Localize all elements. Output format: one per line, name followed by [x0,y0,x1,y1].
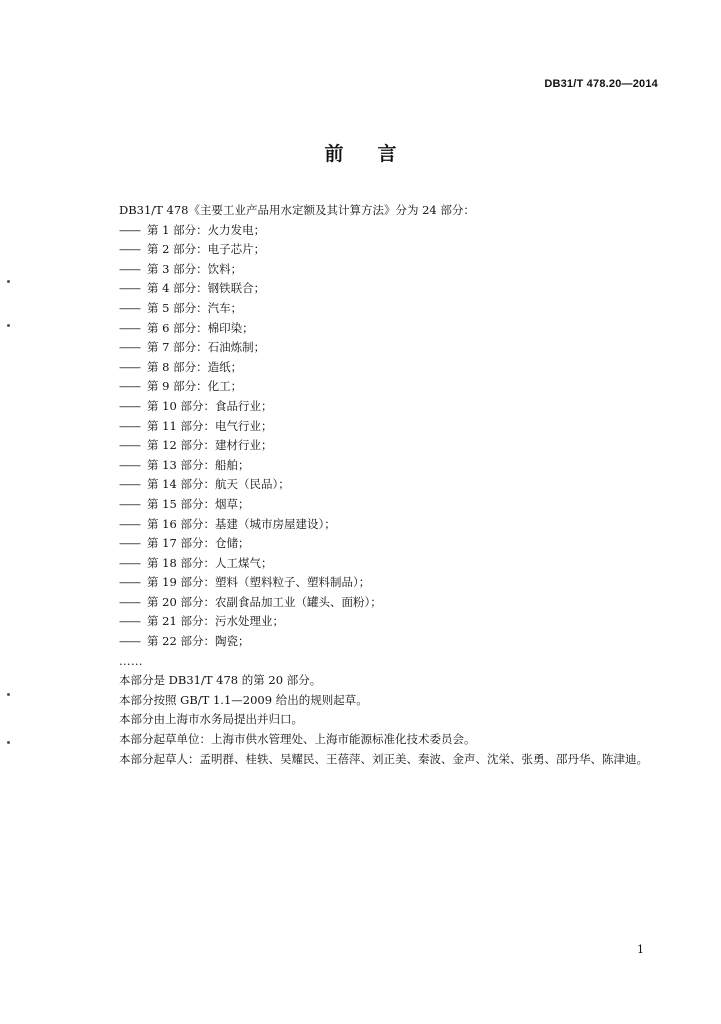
list-dash: —— [119,477,140,492]
list-item-text: 第 19 部分：塑料（塑料粒子、塑料制品）； [147,575,371,590]
list-dash: —— [119,300,140,315]
standard-code: DB31/T 478.20—2014 [544,78,658,90]
list-item [119,515,679,535]
scan-speck [7,280,10,283]
list-item-text: 第 3 部分：饮料； [147,261,243,276]
list-dash: —— [119,496,140,511]
list-item [119,495,679,515]
ellipsis: …… [119,653,143,668]
list-dash: —— [119,516,140,531]
list-item-text: 第 20 部分：农副食品加工业（罐头、面粉）； [147,594,382,609]
list-item-text: 第 4 部分：钢铁联合； [147,281,266,296]
list-dash: —— [119,222,140,237]
list-item-text: 第 5 部分：汽车； [147,300,243,315]
list-item [119,632,679,652]
list-item [119,240,679,260]
list-item-text: 第 13 部分：船舶； [147,457,250,472]
list-dash: —— [119,359,140,374]
list-dash: —— [119,536,140,551]
list-item-text: 第 9 部分：化工； [147,379,243,394]
scan-speck [7,693,10,696]
parts-list [119,221,679,652]
list-item-text: 第 10 部分：食品行业； [147,398,273,413]
list-item [119,475,679,495]
list-dash: —— [119,281,140,296]
list-item-text: 第 2 部分：电子芯片； [147,242,266,257]
scan-speck [7,324,10,327]
list-item-text: 第 21 部分：污水处理业； [147,614,284,629]
list-item [119,534,679,554]
list-item [119,377,679,397]
intro-line: DB31/T 478《主要工业产品用水定额及其计算方法》分为 24 部分： [119,203,475,217]
list-item-text: 第 14 部分：航天（民品）； [147,477,290,492]
list-item-text: 第 18 部分：人工煤气； [147,555,273,570]
list-dash: —— [119,614,140,629]
list-item-text: 第 8 部分：造纸； [147,359,243,374]
list-dash: —— [119,242,140,257]
list-dash: —— [119,575,140,590]
list-dash: —— [119,379,140,394]
list-dash: —— [119,634,140,649]
paragraph-drafters: 本部分起草人：孟明群、桂轶、吴耀民、王蓓萍、刘正美、秦波、金声、沈栄、张勇、邵丹华、陈津迪。 [119,751,648,766]
list-item [119,436,679,456]
list-item-text: 第 12 部分：建材行业； [147,438,273,453]
list-dash: —— [119,418,140,433]
list-item-text: 第 6 部分：棉印染； [147,320,254,335]
list-item [119,593,679,613]
list-dash: —— [119,457,140,472]
paragraph-drafting-rules: 本部分按照 GB/T 1.1—2009 给出的规则起草。 [119,692,368,707]
list-item-text: 第 17 部分：仓储； [147,536,250,551]
list-item [119,554,679,574]
list-item [119,299,679,319]
foreword-body [119,201,679,769]
list-item [119,397,679,417]
list-dash: —— [119,261,140,276]
scan-speck [7,741,10,744]
list-dash: —— [119,340,140,355]
list-item-text: 第 1 部分：火力发电； [147,222,266,237]
list-item-text: 第 11 部分：电气行业； [147,418,273,433]
list-dash: —— [119,438,140,453]
list-item [119,279,679,299]
list-dash: —— [119,320,140,335]
list-item-text: 第 16 部分：基建（城市房屋建设）； [147,516,336,531]
list-item [119,319,679,339]
title-char-1: 前 [324,143,344,165]
list-item [119,456,679,476]
list-item [119,260,679,280]
list-dash: —— [119,398,140,413]
page-number: 1 [637,943,644,956]
list-item-text: 第 22 部分：陶瓷； [147,634,250,649]
list-dash: —— [119,555,140,570]
title-char-2: 言 [377,143,397,165]
list-item [119,338,679,358]
list-item [119,221,679,241]
paragraph-proposer: 本部分由上海市水务局提出并归口。 [119,712,303,727]
list-item-text: 第 15 部分：烟草； [147,496,250,511]
list-dash: —— [119,594,140,609]
list-item [119,573,679,593]
list-item [119,612,679,632]
list-item-text: 第 7 部分：石油炼制； [147,340,266,355]
page-title [0,139,721,166]
paragraph-part-number: 本部分是 DB31/T 478 的第 20 部分。 [119,673,322,688]
list-item [119,417,679,437]
list-item [119,358,679,378]
paragraph-drafting-units: 本部分起草单位：上海市供水管理处、上海市能源标准化技术委员会。 [119,732,476,747]
